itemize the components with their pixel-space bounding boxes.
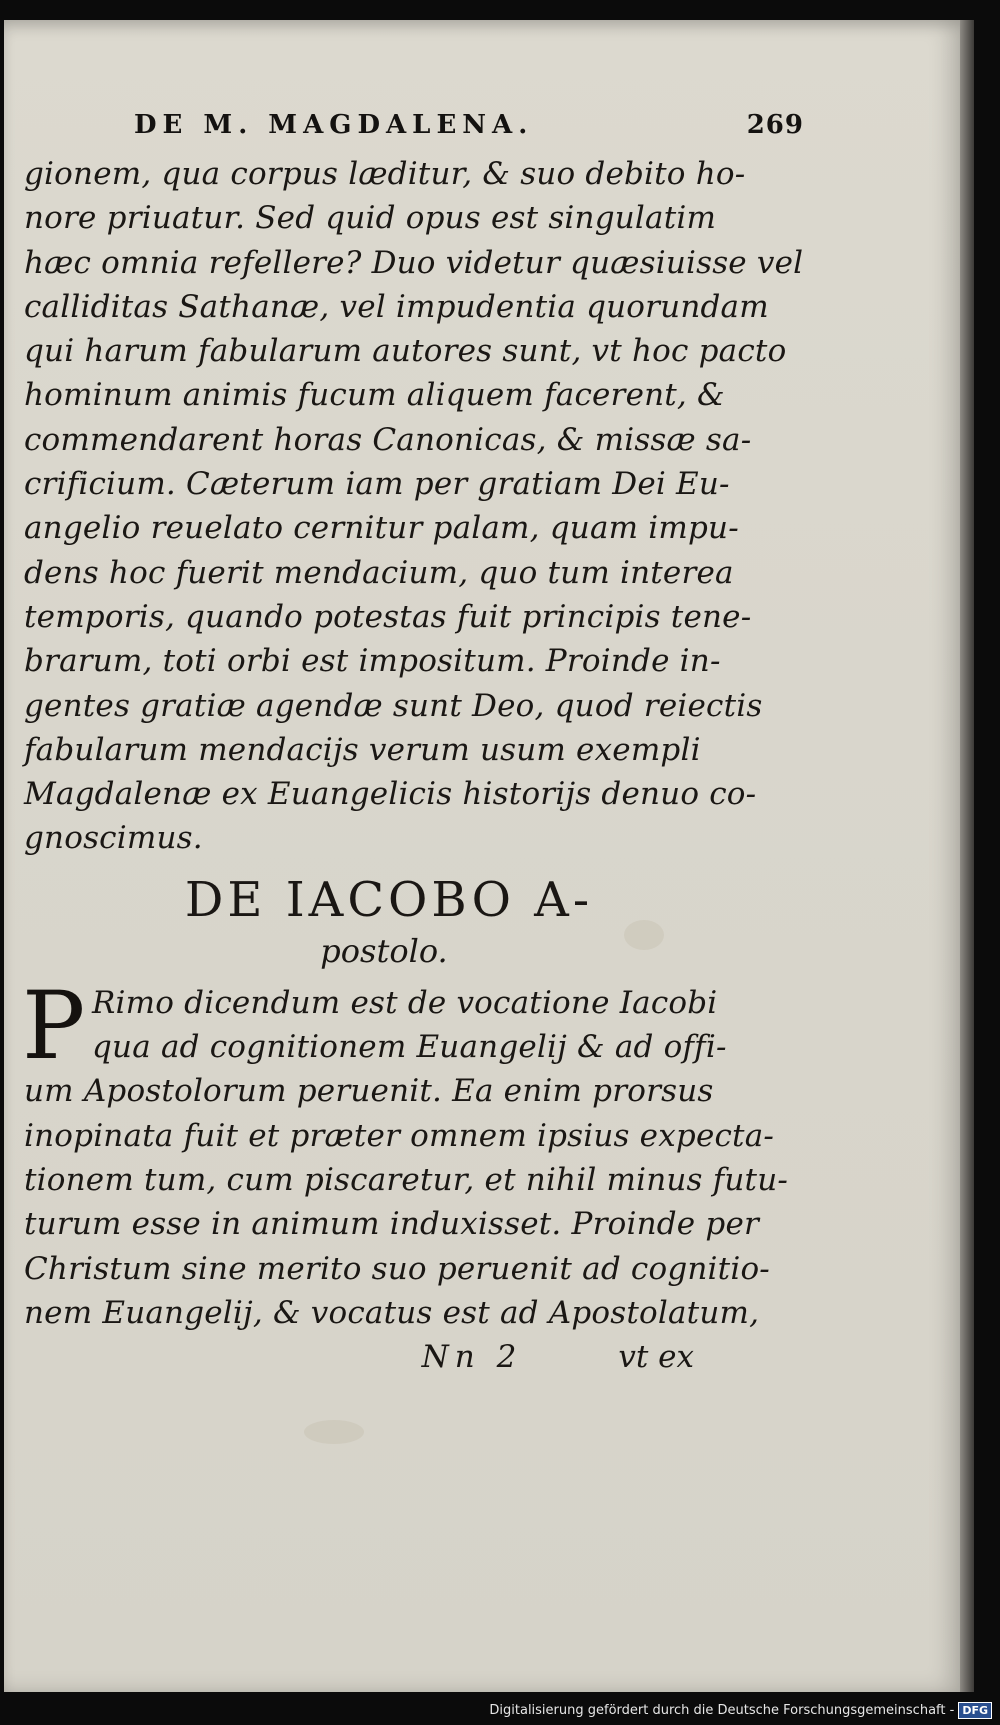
text-line: crificium. Cæterum iam per gratiam Dei Eu- bbox=[24, 466, 730, 503]
page-number: 269 bbox=[746, 110, 804, 140]
text-line: hominum animis fucum aliquem facerent, & bbox=[24, 377, 725, 414]
text-block bbox=[22, 110, 804, 1379]
text-line: brarum, toti orbi est impositum. Proinde in- bbox=[24, 643, 721, 680]
text-line: fabularum mendacijs verum usum exempli bbox=[24, 731, 701, 768]
catchword: vt ex bbox=[618, 1339, 694, 1376]
text-line: dens hoc fuerit mendacium, quo tum interea bbox=[24, 554, 734, 591]
text-line: tionem tum, cum piscaretur, et nihil minus futu- bbox=[24, 1161, 789, 1198]
text-line: Christum sine merito suo peruenit ad cognitio- bbox=[24, 1250, 770, 1287]
text-line: temporis, quando potestas fuit principis tene- bbox=[24, 598, 752, 635]
section-heading-sub: postolo. bbox=[320, 931, 448, 970]
text-line: nem Euangelij, & vocatus est ad Apostolatum, bbox=[24, 1294, 760, 1331]
drop-cap-initial: P bbox=[22, 971, 86, 1081]
running-head bbox=[134, 110, 804, 152]
running-head-title: DE M. MAGDALENA. bbox=[134, 110, 534, 140]
section-heading-main: DE IACOBO A- bbox=[184, 871, 594, 928]
text-line: turum esse in animum induxisset. Proinde per bbox=[24, 1206, 760, 1243]
section-heading bbox=[24, 871, 714, 973]
text-line: calliditas Sathanæ, vel impudentia quorundam bbox=[24, 288, 769, 325]
signature-mark: Nn 2 bbox=[421, 1339, 523, 1376]
text-line: nore priuatur. Sed quid opus est singulatim bbox=[24, 200, 717, 237]
text-line: hæc omnia refellere? Duo videtur quæsiuisse vel bbox=[24, 244, 804, 281]
paragraph-magdalena bbox=[24, 152, 804, 861]
text-line: Rimo dicendum est de vocatione Iacobi bbox=[92, 984, 718, 1021]
dfg-logo: DFG bbox=[958, 1702, 992, 1719]
digitization-credit bbox=[489, 1702, 992, 1719]
text-line: Magdalenæ ex Euangelicis historijs denuo co- bbox=[24, 776, 757, 813]
paragraph-iacobo bbox=[22, 971, 789, 1335]
paper-stain bbox=[304, 1420, 364, 1444]
text-line: qua ad cognitionem Euangelij & ad offi- bbox=[92, 1029, 727, 1066]
text-line: um Apostolorum peruenit. Ea enim prorsus bbox=[24, 1073, 714, 1110]
page-edge bbox=[960, 20, 974, 1692]
text-line: inopinata fuit et præter omnem ipsius expecta- bbox=[24, 1117, 775, 1154]
text-line: angelio reuelato cernitur palam, quam impu- bbox=[24, 510, 739, 547]
section-iacobo bbox=[22, 971, 789, 1379]
text-line: commendarent horas Canonicas, & missæ sa- bbox=[24, 421, 752, 458]
text-line: gentes gratiæ agendæ sunt Deo, quod reiectis bbox=[24, 687, 763, 724]
credit-text: Digitalisierung gefördert durch die Deutsche Forschungsgemeinschaft - bbox=[489, 1703, 955, 1718]
text-line: gnoscimus. bbox=[24, 820, 203, 857]
text-line: gionem, qua corpus læditur, & suo debito ho- bbox=[24, 156, 746, 192]
page-footer bbox=[24, 1335, 694, 1379]
text-line: qui harum fabularum autores sunt, vt hoc pacto bbox=[24, 333, 787, 370]
